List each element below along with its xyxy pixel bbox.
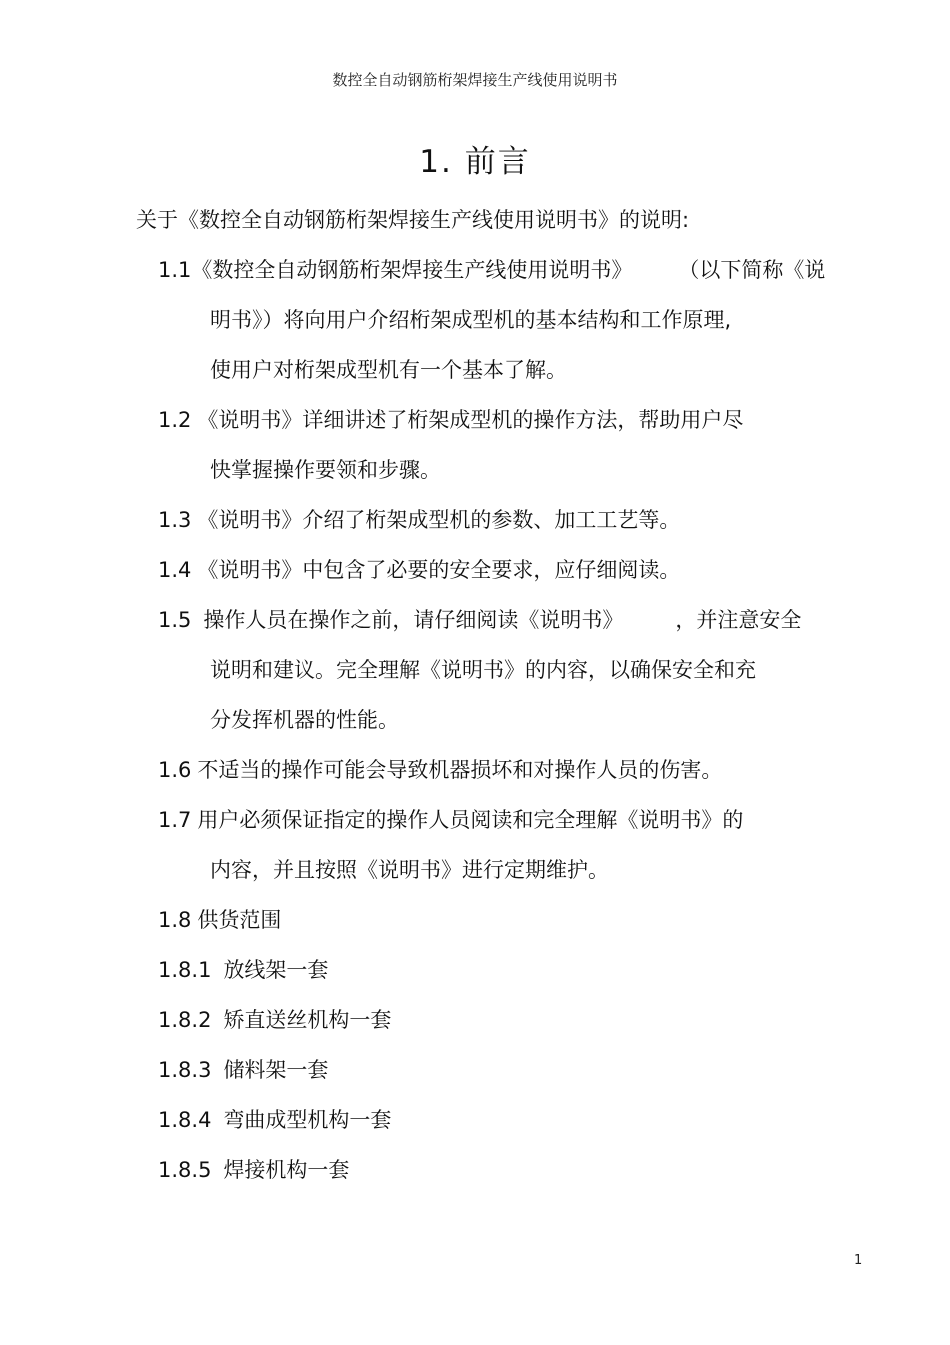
item-number: 1.8.4 (158, 1108, 212, 1132)
section-intro: 关于《数控全自动钢筋桁架焊接生产线使用说明书》的说明: (136, 208, 690, 232)
item-number: 1.2 (158, 408, 192, 432)
item-number: 1.6 (158, 758, 192, 782)
running-header: 数控全自动钢筋桁架焊接生产线使用说明书 (332, 71, 618, 89)
list-item-line (158, 503, 878, 553)
list-item-1-8-5 (158, 1153, 878, 1203)
item-text: （以下简称《说 (678, 258, 826, 282)
list-item-1-8 (158, 903, 878, 953)
item-number: 1.3 (158, 508, 192, 532)
item-number: 1.4 (158, 558, 192, 582)
section-title: 1. 前言 (419, 144, 531, 180)
item-text: 储料架一套 (223, 1058, 329, 1082)
list-item-1-2 (158, 403, 878, 503)
item-text: 矫直送丝机构一套 (223, 1008, 392, 1032)
list-item-line (158, 253, 878, 303)
list-item-line: 快掌握操作要领和步骤。 (210, 458, 441, 482)
list-item-line: 使用户对桁架成型机有一个基本了解。 (210, 358, 567, 382)
list-item-1-8-2 (158, 1003, 878, 1053)
list-item-line (158, 953, 878, 1003)
item-text: 放线架一套 (223, 958, 329, 982)
item-text: 弯曲成型机构一套 (223, 1108, 392, 1132)
item-text: 焊接机构一套 (223, 1158, 350, 1182)
list-item-line (158, 753, 878, 803)
item-number: 1.1 (158, 258, 192, 282)
list-item-line (158, 903, 878, 953)
list-item-1-3 (158, 503, 878, 553)
list-item-line (158, 1103, 878, 1153)
item-text: 操作人员在操作之前，请仔细阅读《说明书》 (203, 608, 624, 632)
list-item-1-7 (158, 803, 878, 903)
list-item-1-8-4 (158, 1103, 878, 1153)
list-item-line (158, 1153, 878, 1203)
list-item-line (158, 1053, 878, 1103)
list-item-line (158, 603, 878, 653)
item-number: 1.7 (158, 808, 192, 832)
item-text: 《数控全自动钢筋桁架焊接生产线使用说明书》 (191, 258, 633, 282)
item-text: 《说明书》介绍了桁架成型机的参数、加工工艺等。 (197, 508, 681, 532)
item-text: 用户必须保证指定的操作人员阅读和完全理解《说明书》的 (197, 808, 744, 832)
list-item-line: 明书》）将向用户介绍桁架成型机的基本结构和工作原理, (210, 308, 732, 332)
list-item-line (158, 403, 878, 453)
list-item-1-6 (158, 753, 878, 803)
item-text: 不适当的操作可能会导致机器损坏和对操作人员的伤害。 (197, 758, 723, 782)
item-text: 供货范围 (197, 908, 282, 932)
list-item-line: 分发挥机器的性能。 (210, 708, 399, 732)
list-item-line (158, 803, 878, 853)
item-text: 《说明书》详细讲述了桁架成型机的操作方法，帮助用户尽 (197, 408, 744, 432)
list-item-1-8-3 (158, 1053, 878, 1103)
item-text: 《说明书》中包含了必要的安全要求，应仔细阅读。 (197, 558, 681, 582)
list-item-1-5 (158, 603, 878, 753)
item-number: 1.8 (158, 908, 192, 932)
item-number: 1.8.5 (158, 1158, 212, 1182)
item-number: 1.8.1 (158, 958, 212, 982)
list-item-line: 内容，并且按照《说明书》进行定期维护。 (210, 858, 609, 882)
item-number: 1.8.3 (158, 1058, 212, 1082)
item-number: 1.8.2 (158, 1008, 212, 1032)
list-item-line (158, 1003, 878, 1053)
list-item-1-4 (158, 553, 878, 603)
item-number: 1.5 (158, 608, 192, 632)
list-item-1-8-1 (158, 953, 878, 1003)
list-item-1-1 (158, 253, 878, 403)
list-item-line (158, 553, 878, 603)
item-text: ，并注意安全 (675, 608, 802, 632)
page-number: 1 (854, 1253, 863, 1268)
list-item-line: 说明和建议。完全理解《说明书》的内容，以确保安全和充 (210, 658, 756, 682)
